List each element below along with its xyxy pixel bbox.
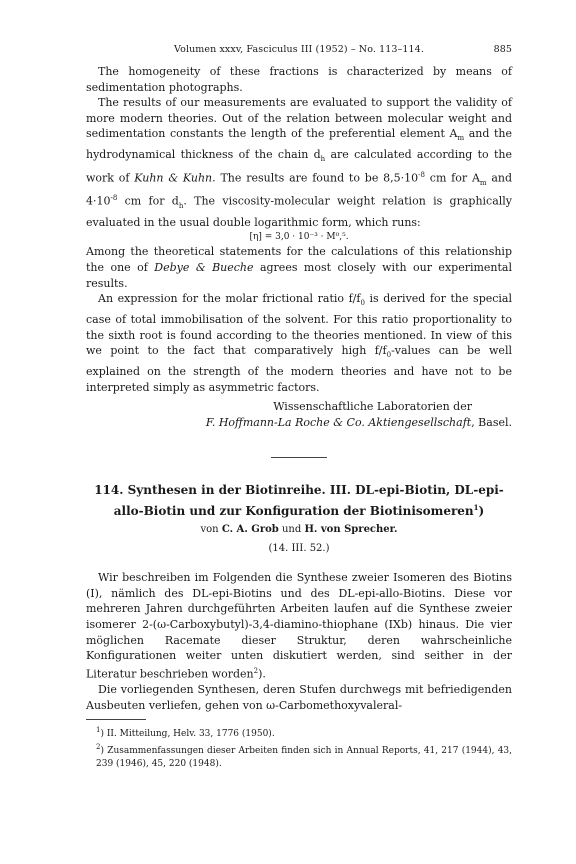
summary-paragraph-3: Among the theoretical statements for the calculations of this relationship the one of Debye & Bueche agrees most closely with our experimental results.	[86, 245, 512, 290]
page-number: 885	[493, 44, 512, 55]
article-authors: von C. A. Grob und H. von Sprecher.	[200, 524, 398, 536]
running-title: Volumen xxxv, Fasciculus III (1952) – No. 113–114.	[174, 44, 424, 55]
journal-page	[86, 44, 512, 771]
section-divider	[271, 457, 327, 458]
footnote-2: $^2$) Zusammenfassungen dieser Arbeiten finden sich in Annual Reports, 41, 217 (1944), 43, 239 (1946), 45, 220 (1948).	[96, 743, 513, 770]
article-title: 114. Synthesen in der Biotinreihe. III. DL-epi-Biotin, DL-epi- allo-Biotin und zur Konfiguration der Biotinisomeren$^1$)	[94, 483, 504, 519]
affiliation-line-1: Wissenschaftliche Laboratorien der	[273, 400, 472, 414]
article-paragraph-1: Wir beschreiben im Folgenden die Synthese zweier Isomeren des Biotins (I), nämlich des DL-epi-Biotins und des DL-epi-allo-Biotins. Diese vor mehreren Jahren durchgeführten Arbeiten laufen auf die Synthese zweier isomerer 2-(ω-Carboxybutyl)-3,4-diamino-thiophane (IXb) hinaus. Die vier möglichen Racemate dieser Struktur, deren wahrscheinliche Konfigurationen weiter unten diskutiert werden, sind seither in der Literatur beschrieben worden$^2$).	[86, 571, 512, 681]
summary-paragraph-1: The homogeneity of these fractions is characterized by means of sedimentation photographs.	[86, 65, 512, 94]
affiliation-line-2: F. Hoffmann-La Roche & Co. Aktiengesellschaft, Basel.	[205, 416, 512, 430]
author-1: C. A. Grob	[221, 524, 279, 536]
running-header	[86, 44, 512, 64]
article-paragraph-2: Die vorliegenden Synthesen, deren Stufen durchwegs mit befriedigenden Ausbeuten verliefen, gehen von ω-Carbomethoxyvaleral-	[86, 682, 512, 712]
author-2: H. von Sprecher.	[304, 524, 398, 536]
viscosity-formula: [η] = 3,0 · 10⁻³ · M⁰,⁵.	[249, 232, 349, 243]
footnote-1: $^1$) II. Mitteilung, Helv. 33, 1776 (1950).	[96, 726, 275, 740]
kuhn-reference: Kuhn & Kuhn	[134, 171, 213, 185]
debye-bueche-reference: Debye & Bueche	[154, 261, 254, 274]
received-date: (14. III. 52.)	[268, 543, 330, 555]
footnote-divider	[86, 719, 146, 720]
summary-paragraph-2: The results of our measurements are evaluated to support the validity of more modern theories. Out of the relation between molecular weight and sedimentation constants the length of the preferential element $A_m$ and the hydrodynamical thickness of the chain $d_h$ are calculated according to the work of Kuhn & Kuhn. The results are found to be $8,5\cdot 10^{-8}$ cm for $A_m$ and $4\cdot 10^{-8}$ cm for $d_h$. The viscosity-molecular weight relation is graphically evaluated in the usual double logarithmic form, which runs:	[86, 96, 513, 229]
summary-paragraph-4: An expression for the molar frictional ratio $f/f_0$ is derived for the special case of total immobilisation of the solvent. For this ratio proportionality to the sixth root is found according to the theories mentioned. In view of this we point to the fact that comparatively high $f/f_0$-values can be well explained on the strength of the modern theories and have not to be interpreted simply as asymmetric factors.	[86, 292, 512, 394]
